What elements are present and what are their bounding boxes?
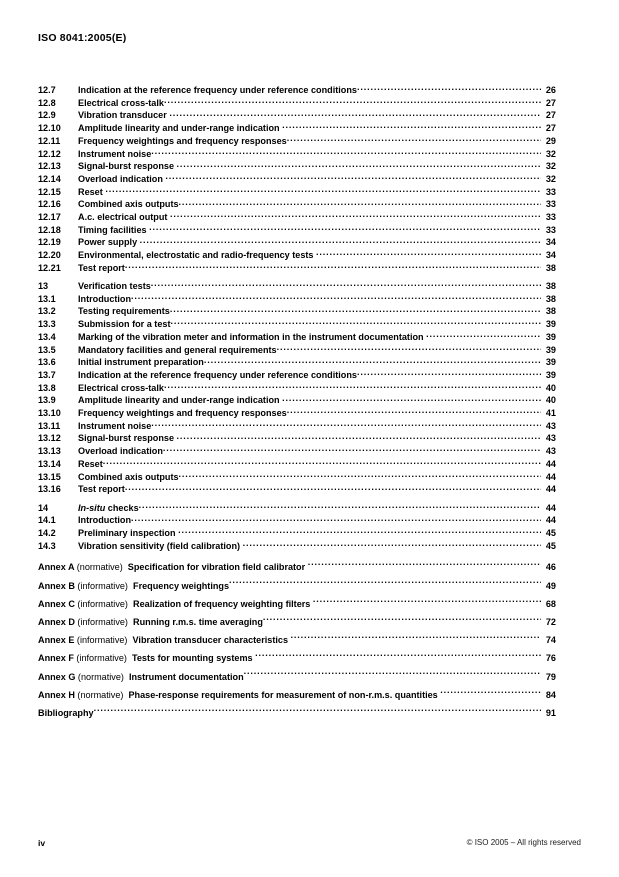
toc-entry-title: Power supply <box>78 237 138 248</box>
toc-entry-page: 33 <box>545 212 556 223</box>
dot-leader <box>426 331 541 340</box>
toc-entry-number: 13.8 <box>38 382 56 393</box>
toc-entry-title-italic: In-situ <box>78 502 106 513</box>
dot-leader <box>149 224 541 233</box>
toc-entry-page: 34 <box>545 250 556 261</box>
toc-entry-page: 49 <box>545 580 556 591</box>
toc-entry-title: Overload indication <box>78 446 163 457</box>
toc-entry-page: 27 <box>545 110 556 121</box>
toc-entry-title: A.c. electrical output <box>78 212 168 223</box>
dot-leader <box>151 420 541 429</box>
toc-entry-page: 44 <box>545 502 556 513</box>
toc-entry-page: 39 <box>545 344 556 355</box>
toc-entry-number: 12.14 <box>38 173 61 184</box>
toc-entry-title: Signal-burst response <box>78 161 175 172</box>
toc-row-13-12[interactable] <box>38 432 556 445</box>
toc-entry-title: Testing requirements <box>78 306 170 317</box>
toc-row-bibliography[interactable] <box>38 704 556 722</box>
annex-kind: (informative) <box>76 635 128 646</box>
toc-entry-number: 14 <box>38 502 49 513</box>
annex-kind: (normative) <box>77 671 124 682</box>
toc-row-12-10[interactable] <box>38 122 556 135</box>
toc-entry-page: 38 <box>545 262 556 273</box>
toc-entry-page: 76 <box>545 653 556 664</box>
toc-row-12-14[interactable] <box>38 173 556 186</box>
toc-entry-number: 12.21 <box>38 262 61 273</box>
dot-leader <box>163 445 541 454</box>
dot-leader <box>282 122 541 131</box>
annex-label: Annex D <box>38 616 78 627</box>
annex-title: Frequency weightings <box>133 580 230 591</box>
toc-entry-number: 13.16 <box>38 484 61 495</box>
toc-entry-title: Indication at the reference frequency under reference conditions <box>78 369 357 380</box>
toc-row-annex-d[interactable] <box>38 613 556 631</box>
toc-entry-title <box>38 668 244 686</box>
toc-entry-number: 13.1 <box>38 293 56 304</box>
toc-entry-number: 13.14 <box>38 458 61 469</box>
toc-entry-page: 39 <box>545 357 556 368</box>
toc-entry-number: 14.1 <box>38 515 56 526</box>
toc-entry-title: Instrument noise <box>78 148 152 159</box>
toc-entry-title: Vibration transducer <box>78 110 167 121</box>
dot-leader <box>125 262 541 271</box>
toc-entry-title: Environmental, electrostatic and radio-frequency tests <box>78 250 314 261</box>
toc-row-annex-h[interactable] <box>38 686 556 704</box>
toc-row-13-14[interactable] <box>38 458 556 471</box>
toc-row-12-21[interactable] <box>38 262 556 275</box>
toc-entry-title: Reset <box>78 186 103 197</box>
dot-leader <box>165 173 541 182</box>
toc-entry-page: 32 <box>545 161 556 172</box>
toc-entry-title: Overload indication <box>78 173 163 184</box>
toc-entry-title: Signal-burst response <box>78 433 175 444</box>
dot-leader <box>103 458 541 467</box>
dot-leader <box>244 671 541 680</box>
dot-leader <box>131 293 541 302</box>
toc-row-14-2[interactable] <box>38 527 556 540</box>
toc-entry-title: Electrical cross-talk <box>78 382 164 393</box>
toc-entry-number: 13 <box>38 281 49 292</box>
toc-entry-number: 12.18 <box>38 224 61 235</box>
toc-entry-page: 29 <box>545 135 556 146</box>
toc-entry-title: Frequency weightings and frequency responses <box>78 135 287 146</box>
toc-entry-number: 13.13 <box>38 446 61 457</box>
toc-entry-title <box>38 558 308 576</box>
dot-leader <box>105 186 541 195</box>
toc-entry-number: 12.15 <box>38 186 61 197</box>
annex-kind: (normative) <box>77 689 124 700</box>
toc-row-annex-g[interactable] <box>38 668 556 686</box>
toc-entry-page: 44 <box>545 471 556 482</box>
dot-leader <box>169 109 541 118</box>
toc-entry-page: 45 <box>545 527 556 538</box>
dot-leader <box>151 280 541 289</box>
dot-leader <box>170 305 541 314</box>
toc-entry-title: Introduction <box>78 515 132 526</box>
toc-row-13-3[interactable] <box>38 318 556 331</box>
toc-entry-page: 74 <box>545 635 556 646</box>
toc-entry-title: Amplitude linearity and under-range indication <box>78 395 280 406</box>
toc-entry-title: Initial instrument preparation <box>78 357 204 368</box>
dot-leader <box>263 616 541 625</box>
toc-row-annex-b[interactable] <box>38 577 556 595</box>
toc-entry-number: 12.9 <box>38 110 56 121</box>
toc-entry-page: 84 <box>545 689 556 700</box>
toc-row-13-4[interactable] <box>38 331 556 344</box>
dot-leader <box>125 483 541 492</box>
annex-kind: (informative) <box>77 580 128 591</box>
annex-title: Specification for vibration field calibrator <box>127 562 306 573</box>
toc-row-annex-f[interactable] <box>38 649 556 667</box>
annex-title: Running r.m.s. time averaging <box>133 616 263 627</box>
toc-entry-page: 34 <box>545 237 556 248</box>
dot-leader <box>243 540 541 549</box>
toc-entry-title: Electrical cross-talk <box>78 97 164 108</box>
toc-row-13-8[interactable] <box>38 382 556 395</box>
dot-leader <box>170 211 541 220</box>
dot-leader <box>277 344 541 353</box>
toc-row-13-7[interactable] <box>38 369 556 382</box>
toc-entry-title: Timing facilities <box>78 224 147 235</box>
dot-leader <box>229 580 541 589</box>
toc-entry-page: 91 <box>545 707 556 718</box>
toc-entry-number: 12.16 <box>38 199 61 210</box>
toc-entry-number: 12.12 <box>38 148 61 159</box>
page-header: ISO 8041:2005(E) <box>38 32 127 44</box>
dot-leader <box>140 236 541 245</box>
toc-entry-page: 38 <box>545 293 556 304</box>
toc-entry-page: 46 <box>545 562 556 573</box>
annex-kind: (informative) <box>77 616 128 627</box>
table-of-contents <box>38 84 556 722</box>
footer-page-number: iv <box>38 838 46 848</box>
toc-entry-number: 14.3 <box>38 540 56 551</box>
toc-row-13[interactable] <box>38 280 556 293</box>
toc-row-14-3[interactable] <box>38 540 556 553</box>
toc-entry-title <box>38 595 313 613</box>
dot-leader <box>139 502 541 511</box>
toc-row-14[interactable] <box>38 502 556 515</box>
toc-row-annex-e[interactable] <box>38 631 556 649</box>
toc-entry-title: Marking of the vibration meter and information in the instrument documentation <box>78 331 424 342</box>
toc-row-13-2[interactable] <box>38 305 556 318</box>
toc-row-12-20[interactable] <box>38 249 556 262</box>
dot-leader <box>178 527 541 536</box>
toc-row-12-9[interactable] <box>38 109 556 122</box>
toc-row-12-17[interactable] <box>38 211 556 224</box>
toc-entry-number: 13.12 <box>38 433 61 444</box>
toc-row-12-8[interactable] <box>38 97 556 110</box>
toc-entry-page: 39 <box>545 319 556 330</box>
toc-row-12-13[interactable] <box>38 160 556 173</box>
toc-entry-page: 27 <box>545 97 556 108</box>
toc-entry-title: Introduction <box>78 293 132 304</box>
toc-entry-page: 40 <box>545 395 556 406</box>
dot-leader <box>282 394 541 403</box>
toc-entry-title: Preliminary inspection <box>78 527 176 538</box>
toc-row-12-7[interactable] <box>38 84 556 97</box>
toc-row-13-5[interactable] <box>38 344 556 357</box>
toc-entry-title: Mandatory facilities and general requirements <box>78 344 277 355</box>
toc-entry-title: Test report <box>78 262 125 273</box>
toc-entry-page: 45 <box>545 540 556 551</box>
toc-entry-page: 27 <box>545 123 556 134</box>
annex-label: Annex A <box>38 562 77 573</box>
toc-entry-page: 44 <box>545 484 556 495</box>
toc-entry-number: 13.10 <box>38 408 61 419</box>
toc-entry-page: 72 <box>545 616 556 627</box>
toc-entry-number: 12.13 <box>38 161 61 172</box>
toc-entry-number: 12.19 <box>38 237 61 248</box>
annex-kind: (normative) <box>76 562 123 573</box>
toc-row-13-11[interactable] <box>38 420 556 433</box>
toc-entry-number: 13.2 <box>38 306 56 317</box>
toc-entry-title: Instrument noise <box>78 420 152 431</box>
footer-copyright: © ISO 2005 – All rights reserved <box>466 838 581 847</box>
toc-entry-page: 38 <box>545 306 556 317</box>
dot-leader <box>94 707 541 716</box>
toc-row-12-16[interactable] <box>38 198 556 211</box>
dot-leader <box>164 97 541 106</box>
dot-leader <box>177 432 541 441</box>
toc-entry-title: Combined axis outputs <box>78 199 179 210</box>
dot-leader <box>179 198 541 207</box>
dot-leader <box>291 634 541 643</box>
toc-entry-page: 43 <box>545 446 556 457</box>
toc-entry-page: 32 <box>545 148 556 159</box>
toc-entry-page: 43 <box>545 420 556 431</box>
toc-entry-number: 13.15 <box>38 471 61 482</box>
toc-entry-title <box>38 631 291 649</box>
annex-label: Annex H <box>38 689 78 700</box>
toc-row-13-9[interactable] <box>38 394 556 407</box>
toc-entry-number: 13.9 <box>38 395 56 406</box>
toc-entry-number: 12.8 <box>38 97 56 108</box>
toc-entry-title <box>38 613 263 631</box>
dot-leader <box>357 84 541 93</box>
toc-entry-title <box>38 686 440 704</box>
toc-row-13-6[interactable] <box>38 356 556 369</box>
toc-row-14-1[interactable] <box>38 514 556 527</box>
toc-entry-number: 13.6 <box>38 357 56 368</box>
toc-entry-number: 13.4 <box>38 331 56 342</box>
toc-row-12-19[interactable] <box>38 236 556 249</box>
dot-leader <box>255 652 541 661</box>
toc-entry-title: Test report <box>78 484 125 495</box>
annex-label: Annex B <box>38 580 78 591</box>
toc-entry-page: 32 <box>545 173 556 184</box>
toc-entry-page: 44 <box>545 515 556 526</box>
toc-entry-page: 43 <box>545 433 556 444</box>
toc-entry-title: Combined axis outputs <box>78 471 179 482</box>
toc-entry-page: 39 <box>545 331 556 342</box>
toc-row-13-10[interactable] <box>38 407 556 420</box>
toc-entry-page: 40 <box>545 382 556 393</box>
toc-entry-number: 13.7 <box>38 369 56 380</box>
annex-title: Instrument documentation <box>128 671 244 682</box>
toc-entry-number: 12.20 <box>38 250 61 261</box>
toc-entry-page: 44 <box>545 458 556 469</box>
dot-leader <box>316 249 541 258</box>
dot-leader <box>177 160 541 169</box>
dot-leader <box>151 148 541 157</box>
toc-row-13-16[interactable] <box>38 483 556 496</box>
annex-kind: (informative) <box>77 598 128 609</box>
toc-entry-number: 14.2 <box>38 527 56 538</box>
toc-entry-page: 79 <box>545 671 556 682</box>
toc-entry-title <box>38 649 255 667</box>
toc-row-13-15[interactable] <box>38 471 556 484</box>
dot-leader <box>179 471 541 480</box>
toc-row-12-12[interactable] <box>38 148 556 161</box>
annex-label: Annex C <box>38 598 78 609</box>
annex-title: Realization of frequency weighting filters <box>133 598 311 609</box>
toc-row-12-11[interactable] <box>38 135 556 148</box>
toc-entry-page: 33 <box>545 186 556 197</box>
toc-row-annex-a[interactable] <box>38 558 556 576</box>
dot-leader <box>131 514 541 523</box>
toc-entry-number: 12.7 <box>38 85 56 95</box>
toc-entry-title: Verification tests <box>78 281 151 292</box>
toc-row-12-18[interactable] <box>38 224 556 237</box>
dot-leader <box>357 369 541 378</box>
dot-leader <box>313 598 541 607</box>
toc-row-13-13[interactable] <box>38 445 556 458</box>
toc-entry-title <box>38 577 229 595</box>
annex-title: Phase-response requirements for measurement of non-r.m.s. quantities <box>128 689 438 700</box>
toc-entry-title: Reset <box>78 458 103 469</box>
toc-entry-page: 68 <box>545 598 556 609</box>
dot-leader <box>164 382 541 391</box>
toc-entry-title: Frequency weightings and frequency responses <box>78 408 287 419</box>
toc-entry-title: Submission for a test <box>78 319 171 330</box>
toc-entry-number: 13.3 <box>38 319 56 330</box>
toc-row-13-1[interactable] <box>38 293 556 306</box>
dot-leader <box>170 318 541 327</box>
dot-leader <box>287 407 541 416</box>
toc-entry-number: 13.5 <box>38 344 56 355</box>
annex-title: Tests for mounting systems <box>132 653 253 664</box>
toc-entry-number: 12.17 <box>38 212 61 223</box>
toc-entry-title: Indication at the reference frequency under reference conditions <box>78 85 357 95</box>
toc-entry-number: 12.10 <box>38 123 61 134</box>
toc-entry-page: 26 <box>545 85 556 95</box>
annex-label: Annex G <box>38 671 78 682</box>
annex-title: Vibration transducer characteristics <box>132 635 289 646</box>
dot-leader <box>204 356 541 365</box>
dot-leader <box>308 561 541 570</box>
toc-row-annex-c[interactable] <box>38 595 556 613</box>
toc-entry-title: Amplitude linearity and under-range indication <box>78 123 280 134</box>
toc-entry-page: 39 <box>545 369 556 380</box>
toc-entry-number: 12.11 <box>38 135 61 146</box>
dot-leader <box>287 135 541 144</box>
annex-label: Annex F <box>38 653 77 664</box>
toc-entry-page: 33 <box>545 224 556 235</box>
toc-entry-page: 41 <box>545 408 556 419</box>
toc-entry-page: 33 <box>545 199 556 210</box>
toc-entry-title: Bibliography <box>38 707 94 718</box>
annex-label: Annex E <box>38 635 77 646</box>
annex-kind: (informative) <box>76 653 127 664</box>
toc-row-12-15[interactable] <box>38 186 556 199</box>
toc-entry-page: 38 <box>545 281 556 292</box>
toc-entry-title: Vibration sensitivity (field calibration) <box>78 540 241 551</box>
toc-entry-title: In-situ checks <box>78 502 139 513</box>
toc-entry-number: 13.11 <box>38 420 61 431</box>
dot-leader <box>440 689 541 698</box>
